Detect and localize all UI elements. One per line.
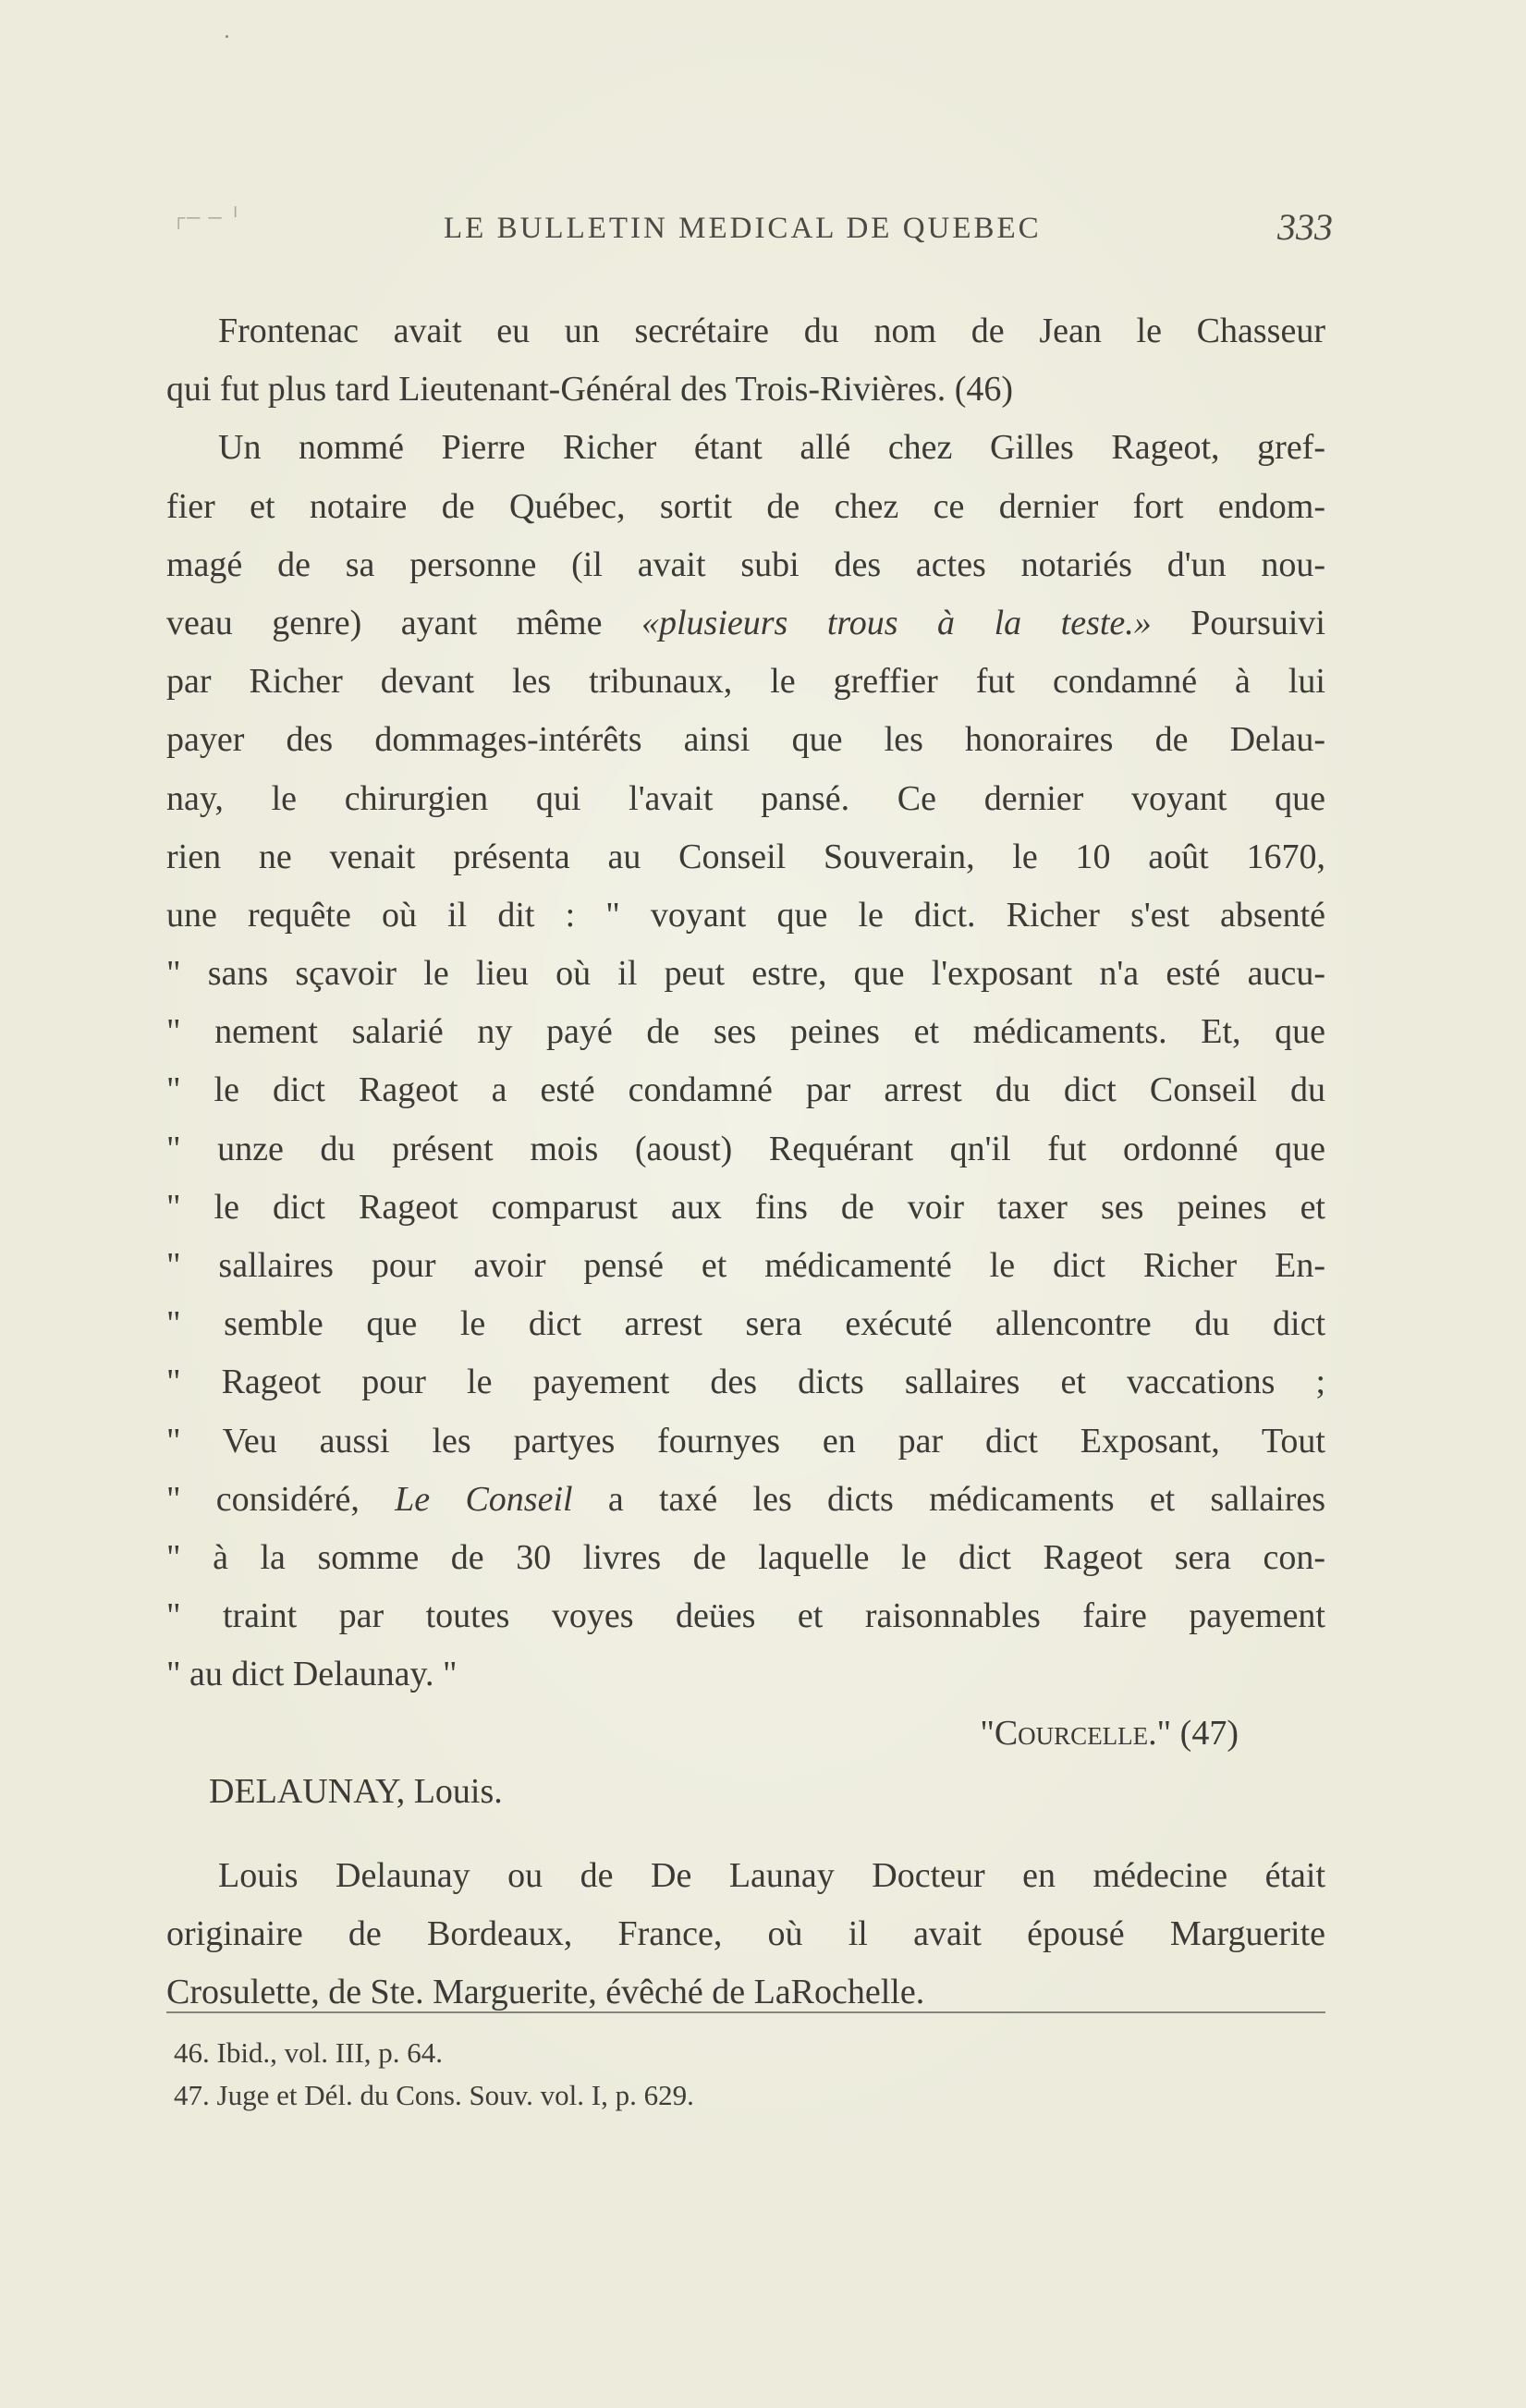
text-line: nay, le chirurgien qui l'avait pansé. Ce dernier voyant que	[166, 778, 1325, 818]
footnote: 47. Juge et Dél. du Cons. Souv. vol. I, p. 629.	[174, 2079, 694, 2111]
footnote-rule	[166, 2011, 1325, 2013]
text-fragment: " considéré,	[166, 1479, 360, 1519]
footnote: 46. Ibid., vol. III, p. 64.	[174, 2036, 444, 2069]
text-line: Crosulette, de Ste. Marguerite, évêché de LaRochelle.	[166, 1973, 925, 2012]
signature-line	[166, 1705, 1325, 1763]
footnotes	[174, 2032, 1283, 2117]
text-fragment: veau genre) ayant même	[166, 603, 603, 642]
text-line: rien ne venait présenta au Conseil Souverain, le 10 août 1670,	[166, 837, 1325, 876]
text-line: " au dict Delaunay. "	[166, 1655, 458, 1694]
signature-name: Courcelle.	[994, 1713, 1157, 1753]
text-line: " Rageot pour le payement des dicts sallaires et vaccations ;	[166, 1363, 1325, 1402]
signature-open: "	[980, 1713, 995, 1753]
text-line: Frontenac avait eu un secrétaire du nom de Jean le Chasseur	[218, 312, 1325, 350]
text-line: magé de sa personne (il avait subi des actes notariés d'un nou-	[166, 544, 1325, 584]
page-body	[166, 302, 1325, 2022]
text-line: payer des dommages-intérêts ainsi que les honoraires de Delau-	[166, 720, 1325, 760]
paper-speck	[226, 35, 228, 38]
text-line: " le dict Rageot comparust aux fins de voir taxer ses peines et	[166, 1187, 1325, 1227]
text-line: " sans sçavoir le lieu où il peut estre, que l'exposant n'a esté aucu-	[166, 954, 1325, 994]
text-line-with-italic-quote	[166, 594, 1325, 653]
text-line: Louis Delaunay ou de De Launay Docteur en médecine était	[218, 1855, 1325, 1895]
page-number: 333	[1277, 206, 1333, 248]
text-line: " nement salarié ny payé de ses peines et médicaments. Et, que	[166, 1012, 1325, 1052]
text-line: une requête où il dit : " voyant que le dict. Richer s'est absenté	[166, 895, 1325, 935]
text-line: qui fut plus tard Lieutenant-Général des Trois-Rivières. (46)	[166, 370, 1014, 409]
text-line: " à la somme de 30 livres de laquelle le dict Rageot sera con-	[166, 1537, 1325, 1577]
text-line: " unze du présent mois (aoust) Requérant qn'il fut ordonné que	[166, 1129, 1325, 1168]
running-title: LE BULLETIN MEDICAL DE QUEBEC	[444, 212, 1042, 245]
section-title: DELAUNAY, Louis.	[209, 1771, 503, 1811]
text-line: " Veu aussi les partyes fournyes en par dict Exposant, Tout	[166, 1421, 1325, 1461]
italic-council: Le Conseil	[395, 1479, 573, 1519]
text-line: " le dict Rageot a esté condamné par arrest du dict Conseil du	[166, 1070, 1325, 1110]
text-line: originaire de Bordeaux, France, où il avait épousé Marguerite	[166, 1914, 1325, 1954]
italic-quote: «plusieurs trous à la teste.»	[641, 603, 1152, 642]
text-fragment: Poursuivi	[1190, 603, 1325, 642]
text-line-with-italic-council	[166, 1471, 1325, 1529]
text-line: " traint par toutes voyes deües et raisonnables faire payement	[166, 1596, 1325, 1636]
text-line: " semble que le dict arrest sera exécuté allencontre du dict	[166, 1304, 1325, 1344]
text-line: par Richer devant les tribunaux, le greffier fut condamné à lui	[166, 662, 1325, 702]
text-line: Un nommé Pierre Richer étant allé chez Gilles Rageot, gref-	[218, 428, 1325, 468]
text-line: fier et notaire de Québec, sortit de chez ce dernier fort endom-	[166, 486, 1325, 526]
text-fragment: a taxé les dicts médicaments et sallaires	[607, 1479, 1325, 1519]
text-line: " sallaires pour avoir pensé et médicamenté le dict Richer En-	[166, 1246, 1325, 1285]
page-header	[166, 205, 1333, 251]
signature-close: " (47)	[1156, 1713, 1239, 1753]
corner-mark: ┌─ ─ ╵	[172, 208, 243, 228]
